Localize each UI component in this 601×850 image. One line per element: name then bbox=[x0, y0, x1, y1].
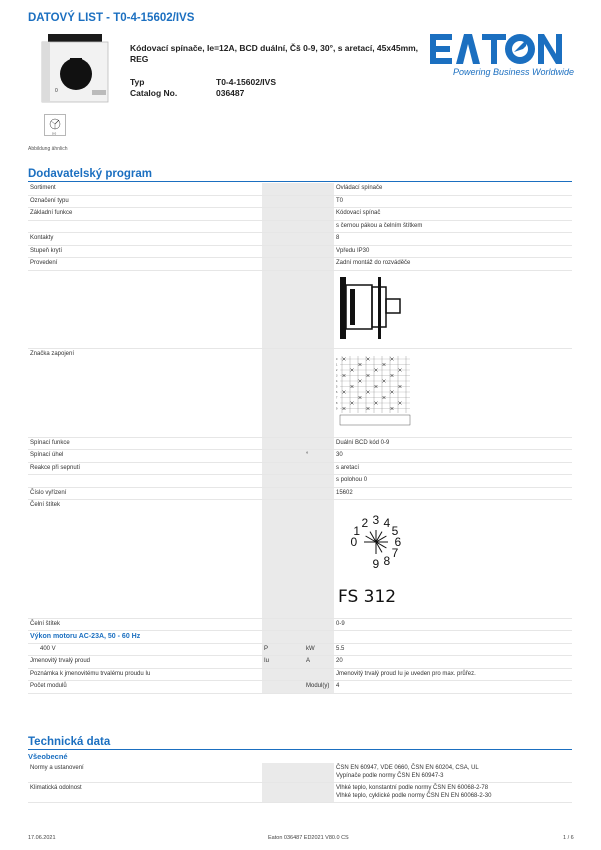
table-subheading-row bbox=[28, 631, 572, 644]
row-unit bbox=[304, 245, 334, 258]
row-symbol bbox=[262, 245, 304, 258]
row-symbol: P bbox=[262, 643, 304, 656]
row-value-line: Vypínače podle normy ČSN EN 60947-3 bbox=[336, 772, 444, 779]
spec-table-technical bbox=[28, 763, 572, 803]
front-plate-dial bbox=[334, 500, 572, 619]
row-label: Kontakty bbox=[28, 233, 262, 246]
dial-number: 6 bbox=[394, 535, 402, 549]
dial-number: 8 bbox=[383, 554, 391, 569]
product-image bbox=[40, 30, 110, 105]
row-value-line: Vlhké teplo, konstantní podle normy ČSN EN 60068-2-78 bbox=[336, 785, 489, 791]
table-row bbox=[28, 450, 572, 463]
fs-label: FS 312 bbox=[338, 587, 397, 607]
row-symbol bbox=[262, 681, 304, 694]
table-row bbox=[28, 183, 572, 195]
row-symbol bbox=[262, 270, 304, 349]
svg-text:0: 0 bbox=[336, 358, 338, 361]
row-value bbox=[334, 631, 572, 644]
row-unit bbox=[304, 195, 334, 208]
row-label: Čelní štítek bbox=[28, 500, 262, 619]
row-unit bbox=[304, 233, 334, 246]
svg-text:6: 6 bbox=[336, 391, 338, 394]
row-value: s aretací bbox=[334, 462, 572, 475]
row-value bbox=[334, 783, 572, 803]
row-value-line: Vlhké teplo, cyklické podle normy ČSN EN EN 60068-2-30 bbox=[336, 792, 492, 799]
row-unit bbox=[304, 208, 334, 221]
row-symbol bbox=[262, 631, 304, 644]
row-value: s černou pákou a čelním štítkem bbox=[334, 220, 572, 233]
wiring-schematic bbox=[334, 349, 572, 438]
row-symbol bbox=[262, 475, 304, 488]
row-unit: ° bbox=[304, 450, 334, 463]
table-row bbox=[28, 462, 572, 475]
row-symbol bbox=[262, 763, 304, 783]
svg-text:5: 5 bbox=[336, 385, 338, 389]
table-row bbox=[28, 349, 572, 438]
row-unit bbox=[304, 618, 334, 631]
row-value: Ovládací spínače bbox=[334, 183, 572, 195]
row-symbol bbox=[262, 462, 304, 475]
row-label: Označení typu bbox=[28, 195, 262, 208]
section-divider bbox=[28, 181, 572, 182]
section-title-supply: Dodavatelský program bbox=[28, 168, 152, 180]
row-label: Sortiment bbox=[28, 183, 262, 195]
svg-text:1: 1 bbox=[336, 363, 338, 367]
row-label bbox=[28, 220, 262, 233]
row-symbol bbox=[262, 220, 304, 233]
row-unit: kW bbox=[304, 643, 334, 656]
table-row bbox=[28, 763, 572, 783]
row-unit bbox=[304, 668, 334, 681]
footer-date: 17.06.2021 bbox=[28, 835, 56, 841]
row-label: Počet modulů bbox=[28, 681, 262, 694]
row-value: 4 bbox=[334, 681, 572, 694]
row-symbol bbox=[262, 233, 304, 246]
row-label: Značka zapojení bbox=[28, 349, 262, 438]
dial-number: 5 bbox=[391, 524, 399, 538]
svg-text:7: 7 bbox=[336, 396, 338, 400]
table-row bbox=[28, 195, 572, 208]
row-unit bbox=[304, 462, 334, 475]
dial-number: 9 bbox=[372, 557, 380, 571]
row-unit bbox=[304, 258, 334, 271]
row-value: 0-9 bbox=[334, 618, 572, 631]
row-label: Číslo vyřízení bbox=[28, 487, 262, 500]
footer-page: 1 / 6 bbox=[563, 835, 574, 841]
dial-number: 0 bbox=[350, 535, 358, 549]
row-value: 30 bbox=[334, 450, 572, 463]
row-unit bbox=[304, 631, 334, 644]
row-symbol bbox=[262, 450, 304, 463]
svg-text:0: 0 bbox=[55, 88, 58, 94]
row-value: 20 bbox=[334, 656, 572, 669]
table-row bbox=[28, 245, 572, 258]
row-label: Normy a ustanovení bbox=[28, 763, 262, 783]
row-value: Duální BCD kód 0-9 bbox=[334, 437, 572, 450]
table-row bbox=[28, 258, 572, 271]
row-unit: Modul(y) bbox=[304, 681, 334, 694]
table-row bbox=[28, 783, 572, 803]
row-value: Vpředu IP30 bbox=[334, 245, 572, 258]
row-label: Jmenovitý trvalý proud bbox=[28, 656, 262, 669]
svg-text:9: 9 bbox=[336, 407, 338, 411]
row-unit bbox=[304, 783, 334, 803]
image-note: Abbildung ähnlich bbox=[28, 146, 68, 152]
row-unit bbox=[304, 763, 334, 783]
row-value: 5.5 bbox=[334, 643, 572, 656]
svg-text:4: 4 bbox=[336, 380, 338, 383]
dial-number: 7 bbox=[391, 546, 399, 560]
row-label: Stupeň krytí bbox=[28, 245, 262, 258]
row-value: 8 bbox=[334, 233, 572, 246]
row-value: Kódovací spínač bbox=[334, 208, 572, 221]
logo-tagline: Powering Business Worldwide bbox=[453, 67, 575, 77]
row-label: Reakce při sepnutí bbox=[28, 462, 262, 475]
row-symbol bbox=[262, 668, 304, 681]
row-label: Poznámka k jmenovitému trvalému proudu Iu bbox=[28, 668, 262, 681]
table-row bbox=[28, 220, 572, 233]
page-title: DATOVÝ LIST - T0-4-15602/IVS bbox=[28, 12, 195, 24]
table-row bbox=[28, 233, 572, 246]
table-row bbox=[28, 475, 572, 488]
row-symbol bbox=[262, 208, 304, 221]
type-value: T0-4-15602/IVS bbox=[216, 77, 277, 87]
row-unit bbox=[304, 183, 334, 195]
subsection-general: Všeobecné bbox=[28, 752, 68, 761]
row-symbol bbox=[262, 258, 304, 271]
description-text: Kódovací spínače, Ie=12A, BCD duální, Čš 0-9, 30°, s aretací, 45x45mm, REG bbox=[130, 43, 419, 64]
wiring-schematic-svg bbox=[336, 351, 416, 431]
row-unit bbox=[304, 349, 334, 438]
table-row bbox=[28, 668, 572, 681]
svg-text:3: 3 bbox=[336, 374, 338, 378]
row-value: Jmenovitý trvalý proud Iu je uveden pro max. průřez. bbox=[334, 668, 572, 681]
table-row bbox=[28, 681, 572, 694]
row-symbol bbox=[262, 437, 304, 450]
row-symbol: Iu bbox=[262, 656, 304, 669]
row-label: 400 V bbox=[28, 643, 262, 656]
dial-number: 3 bbox=[372, 513, 380, 527]
row-label bbox=[28, 475, 262, 488]
table-row bbox=[28, 500, 572, 619]
row-value bbox=[334, 763, 572, 783]
dial-number: 4 bbox=[383, 515, 391, 530]
row-unit bbox=[304, 487, 334, 500]
row-symbol bbox=[262, 487, 304, 500]
row-label: Klimatická odolnost bbox=[28, 783, 262, 803]
catalog-value: 036487 bbox=[216, 88, 245, 98]
table-row bbox=[28, 487, 572, 500]
row-label: Provedení bbox=[28, 258, 262, 271]
row-value-line: ČSN EN 60947, VDE 0660, ČSN EN 60204, CSA, UL bbox=[336, 765, 479, 771]
dial-number: 1 bbox=[353, 524, 361, 538]
switch-symbol-thumbnail bbox=[44, 114, 66, 136]
row-unit bbox=[304, 220, 334, 233]
row-value: Zadní montáž do rozváděče bbox=[334, 258, 572, 271]
mounting-drawing-svg bbox=[336, 273, 426, 343]
row-value: T0 bbox=[334, 195, 572, 208]
row-label bbox=[28, 270, 262, 349]
catalog-label: Catalog No. bbox=[130, 88, 178, 98]
row-symbol bbox=[262, 618, 304, 631]
table-row bbox=[28, 618, 572, 631]
front-plate-dial-svg bbox=[336, 502, 446, 612]
table-row bbox=[28, 656, 572, 669]
row-unit bbox=[304, 270, 334, 349]
table-row bbox=[28, 437, 572, 450]
row-label: Spínací úhel bbox=[28, 450, 262, 463]
product-description bbox=[130, 43, 420, 99]
row-label: Spínací funkce bbox=[28, 437, 262, 450]
row-label: Základní funkce bbox=[28, 208, 262, 221]
row-symbol bbox=[262, 500, 304, 619]
dial-number: 2 bbox=[361, 515, 369, 530]
section-divider bbox=[28, 749, 572, 750]
table-row bbox=[28, 643, 572, 656]
row-symbol bbox=[262, 349, 304, 438]
type-label: Typ bbox=[130, 77, 145, 87]
svg-text:2: 2 bbox=[336, 369, 338, 372]
row-symbol bbox=[262, 195, 304, 208]
footer-doc-id: Eaton 036487 ED2021 V80.0 CS bbox=[268, 835, 349, 841]
spec-table-supply bbox=[28, 183, 572, 694]
svg-text:8: 8 bbox=[336, 402, 338, 405]
section-title-technical: Technická data bbox=[28, 736, 111, 748]
row-unit: A bbox=[304, 656, 334, 669]
mounting-drawing bbox=[334, 270, 572, 349]
row-value: 15602 bbox=[334, 487, 572, 500]
table-row bbox=[28, 270, 572, 349]
row-unit bbox=[304, 475, 334, 488]
row-unit bbox=[304, 500, 334, 619]
svg-text:0 0: 0 0 bbox=[52, 131, 57, 136]
row-unit bbox=[304, 437, 334, 450]
row-symbol bbox=[262, 183, 304, 195]
table-row bbox=[28, 208, 572, 221]
row-value: s polohou 0 bbox=[334, 475, 572, 488]
row-label: Čelní štítek bbox=[28, 618, 262, 631]
motor-rating-heading: Výkon motoru AC-23A, 50 - 60 Hz bbox=[28, 631, 262, 644]
row-symbol bbox=[262, 783, 304, 803]
